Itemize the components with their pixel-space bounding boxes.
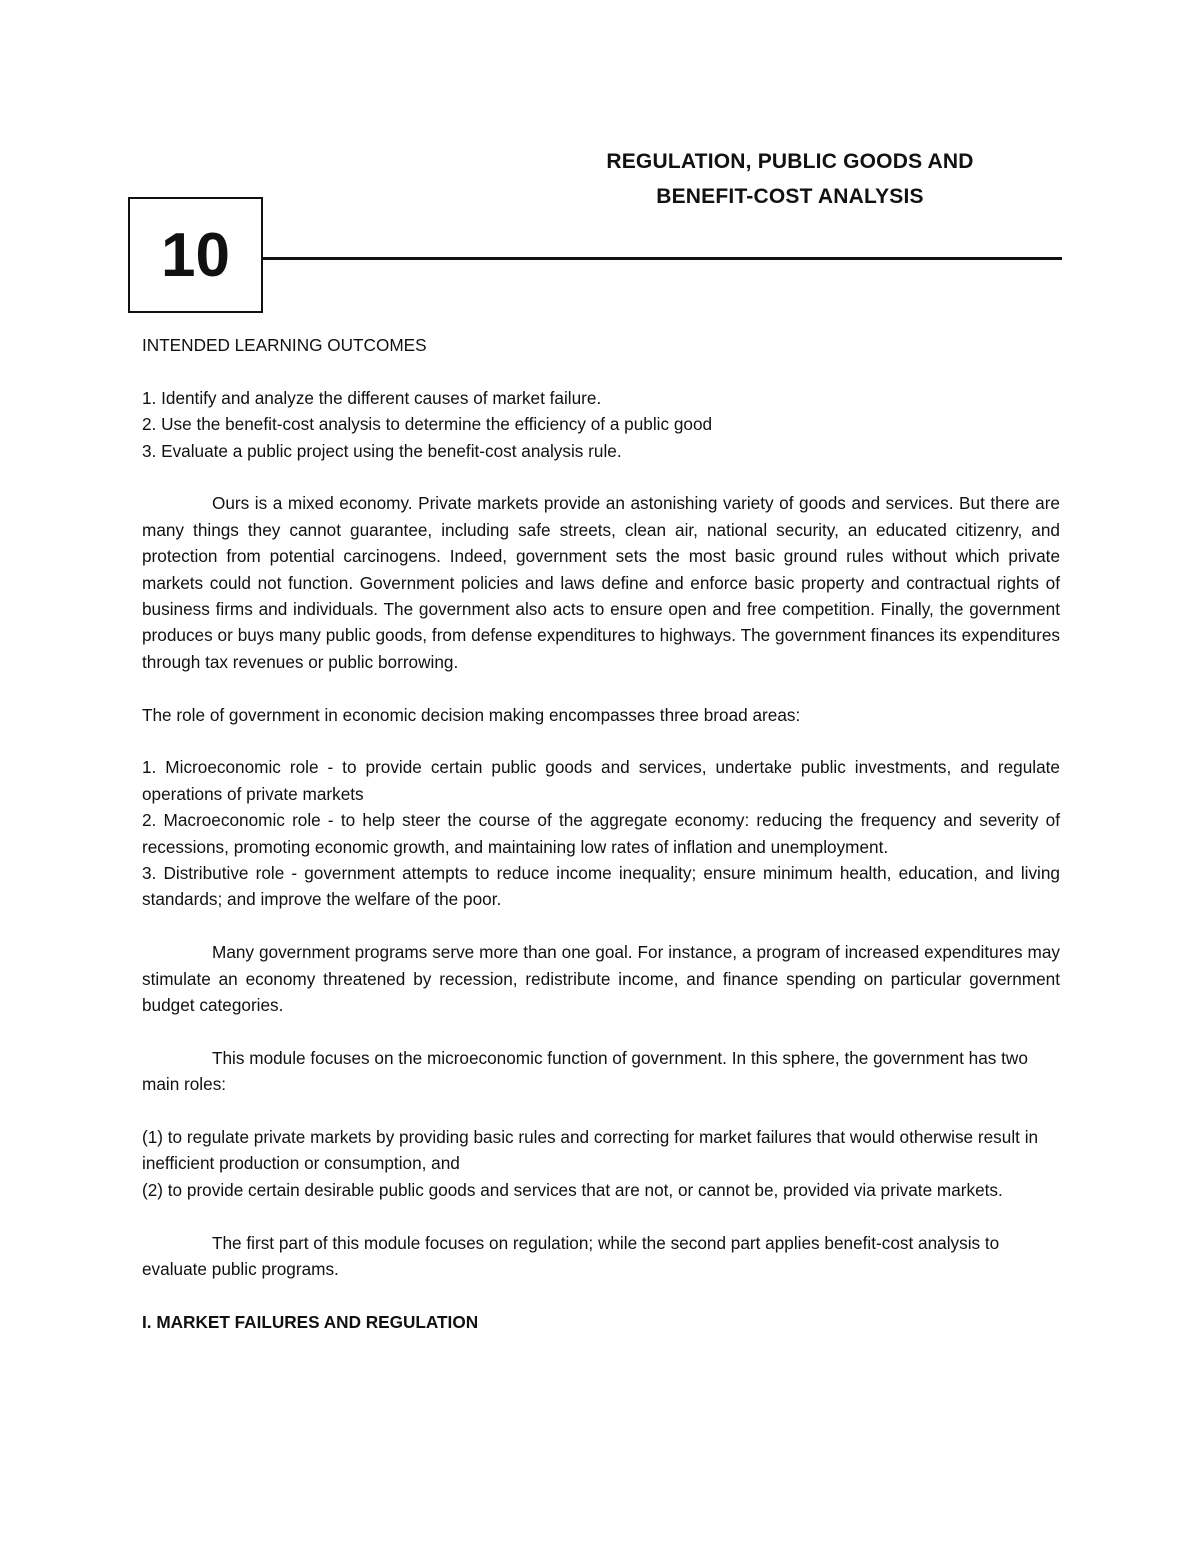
page-title [540, 144, 1040, 214]
page-title-line-1: REGULATION, PUBLIC GOODS AND [606, 150, 974, 173]
page-title-line-2: BENEFIT-COST ANALYSIS [656, 185, 924, 208]
roles-intro-paragraph: The role of government in economic decision making encompasses three broad areas: [142, 704, 801, 725]
role-item-microeconomic: 1. Microeconomic role - to provide certain public goods and services, undertake public investments, and regulate operations of private markets [142, 757, 1060, 804]
chapter-divider-line [261, 257, 1062, 260]
chapter-number: 10 [161, 220, 230, 290]
programs-paragraph: Many government programs serve more than one goal. For instance, a program of increased expenditures may stimulate an economy threatened by recession, redistribute income, and finance spending on particular government budget categories. [142, 942, 1060, 1016]
chapter-number-box [128, 197, 263, 313]
intro-paragraph: Ours is a mixed economy. Private markets provide an astonishing variety of goods and services. But there are many things they cannot guarantee, including safe streets, clean air, national security, an educated citizenry, and protection from potential carcinogens. Indeed, government sets the most basic ground rules without which private markets could not function. Government policies and laws define and enforce basic property and contractual rights of business firms and individuals. The government also acts to ensure open and free competition. Finally, the government produces or buys many public goods, from defense expenditures to highways. The government finances its expenditures through tax revenues or public borrowing. [142, 493, 1060, 672]
main-role-item-2: (2) to provide certain desirable public goods and services that are not, or cannot be, provided via private markets. [142, 1179, 1003, 1200]
focus-paragraph: This module focuses on the microeconomic function of government. In this sphere, the government has two main roles: [142, 1047, 1028, 1095]
outcome-item-1: 1. Identify and analyze the different causes of market failure. [142, 387, 602, 408]
outcome-item-3: 3. Evaluate a public project using the benefit-cost analysis rule. [142, 440, 622, 461]
structure-paragraph: The first part of this module focuses on regulation; while the second part applies benefit-cost analysis to evaluate public programs. [142, 1232, 1000, 1280]
outcomes-heading: INTENDED LEARNING OUTCOMES [142, 335, 427, 355]
main-role-item-1: (1) to regulate private markets by providing basic rules and correcting for market failures that would otherwise result in inefficient production or consumption, and [142, 1127, 1039, 1174]
outcome-item-2: 2. Use the benefit-cost analysis to determine the efficiency of a public good [142, 414, 713, 435]
role-item-macroeconomic: 2. Macroeconomic role - to help steer the course of the aggregate economy: reducing the frequency and severity of recessions, promoting economic growth, and maintaining low rates of inflation and unemployment. [142, 810, 1060, 857]
section-heading: I. MARKET FAILURES AND REGULATION [142, 1311, 479, 1332]
document-body [142, 332, 1060, 1335]
role-item-distributive: 3. Distributive role - government attempts to reduce income inequality; ensure minimum health, education, and living standards; and improve the welfare of the poor. [142, 863, 1060, 910]
